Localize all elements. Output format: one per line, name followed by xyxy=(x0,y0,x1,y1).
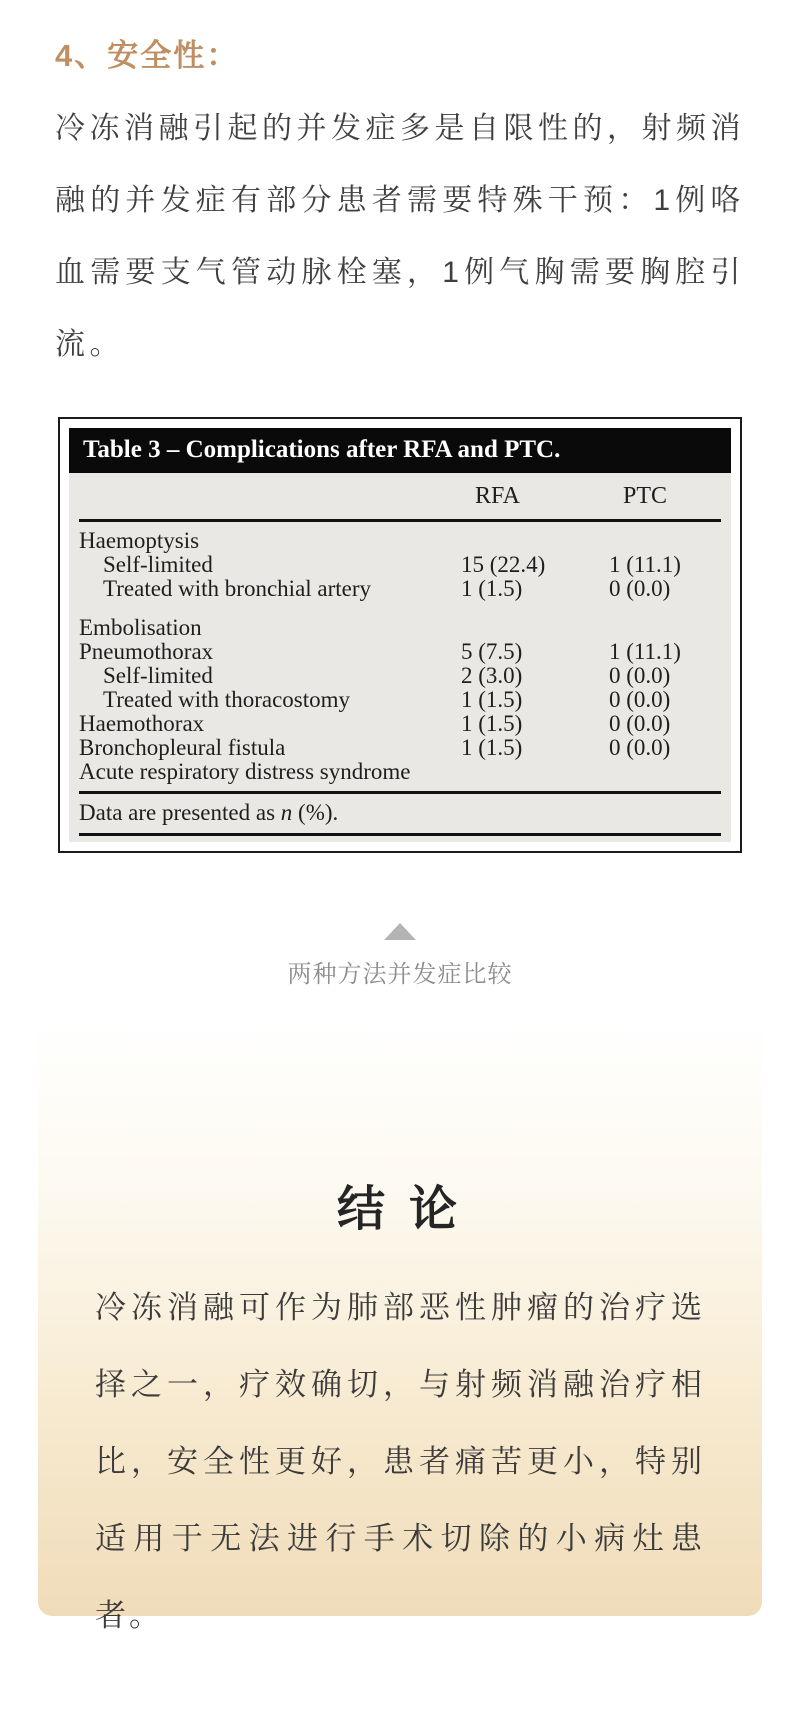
row-value-ptc: 0 (0.0) xyxy=(609,711,671,736)
conclusion-card xyxy=(38,1018,762,1633)
row-value-rfa: 5 (7.5) xyxy=(461,639,523,664)
table-header-rfa: RFA xyxy=(475,483,520,509)
row-value-rfa xyxy=(461,529,609,553)
row-value-ptc xyxy=(609,760,721,784)
table-frame xyxy=(58,417,742,853)
row-label: Acute respiratory distress syndrome xyxy=(79,759,411,784)
table-row xyxy=(79,616,721,640)
row-value-ptc: 0 (0.0) xyxy=(609,576,671,601)
conclusion-heading: 结 论 xyxy=(336,1183,463,1236)
table-row xyxy=(79,529,721,553)
table-footnote xyxy=(79,791,721,836)
row-label: Self-limited xyxy=(103,552,213,577)
caption-triangle-icon xyxy=(384,923,416,940)
row-label: Treated with bronchial artery xyxy=(103,576,372,601)
table-row xyxy=(79,664,721,688)
intro-paragraph: 冷冻消融引起的并发症多是自限性的，射频消融的并发症有部分患者需要特殊干预：1例咯血需要支气管动脉栓塞，1例气胸需要胸腔引流。 xyxy=(55,112,745,361)
row-label: Treated with thoracostomy xyxy=(103,687,351,712)
footnote-suffix: (%). xyxy=(292,800,339,825)
row-value-ptc xyxy=(609,616,721,640)
row-value-ptc: 0 (0.0) xyxy=(609,735,671,760)
table-title: Table 3 – Complications after RFA and PTC. xyxy=(69,428,731,473)
row-value-rfa: 1 (1.5) xyxy=(461,576,523,601)
row-value-ptc xyxy=(609,529,721,553)
table-row xyxy=(79,553,721,577)
row-value-rfa: 15 (22.4) xyxy=(461,552,546,577)
row-label: Embolisation xyxy=(79,615,202,640)
footnote-prefix: Data are presented as xyxy=(79,800,281,825)
row-value-ptc: 0 (0.0) xyxy=(609,663,671,688)
row-label: Self-limited xyxy=(103,663,213,688)
row-label: Pneumothorax xyxy=(79,639,214,664)
row-value-rfa: 2 (3.0) xyxy=(461,663,523,688)
section-heading: 4、安全性： xyxy=(55,38,240,73)
row-value-ptc: 0 (0.0) xyxy=(609,687,671,712)
footnote-n: n xyxy=(280,800,293,825)
table-rows xyxy=(79,522,721,784)
table-row xyxy=(79,577,721,601)
row-label: Haemothorax xyxy=(79,711,205,736)
figure-caption: 两种方法并发症比较 xyxy=(287,961,513,988)
table-row xyxy=(79,640,721,664)
row-label: Bronchopleural fistula xyxy=(79,735,286,760)
table-body xyxy=(69,473,731,842)
table-figure-image[interactable] xyxy=(58,417,742,853)
table-row xyxy=(79,760,721,784)
row-value-rfa: 1 (1.5) xyxy=(461,735,523,760)
table-row xyxy=(79,712,721,736)
table-row xyxy=(79,736,721,760)
row-value-rfa xyxy=(461,760,609,784)
row-value-ptc: 1 (11.1) xyxy=(609,552,681,577)
table-header-empty-cell xyxy=(79,483,461,510)
row-value-ptc: 1 (11.1) xyxy=(609,639,681,664)
row-value-rfa xyxy=(461,616,609,640)
conclusion-paragraph: 冷冻消融可作为肺部恶性肿瘤的治疗选择之一，疗效确切，与射频消融治疗相比，安全性更好，患者痛苦更小，特别适用于无法进行手术切除的小病灶患者。 xyxy=(95,1290,705,1633)
table-row xyxy=(79,688,721,712)
row-label: Haemoptysis xyxy=(79,528,200,553)
table-header-row xyxy=(79,473,721,522)
row-value-rfa: 1 (1.5) xyxy=(461,711,523,736)
table-header-ptc: PTC xyxy=(623,483,668,509)
row-value-rfa: 1 (1.5) xyxy=(461,687,523,712)
